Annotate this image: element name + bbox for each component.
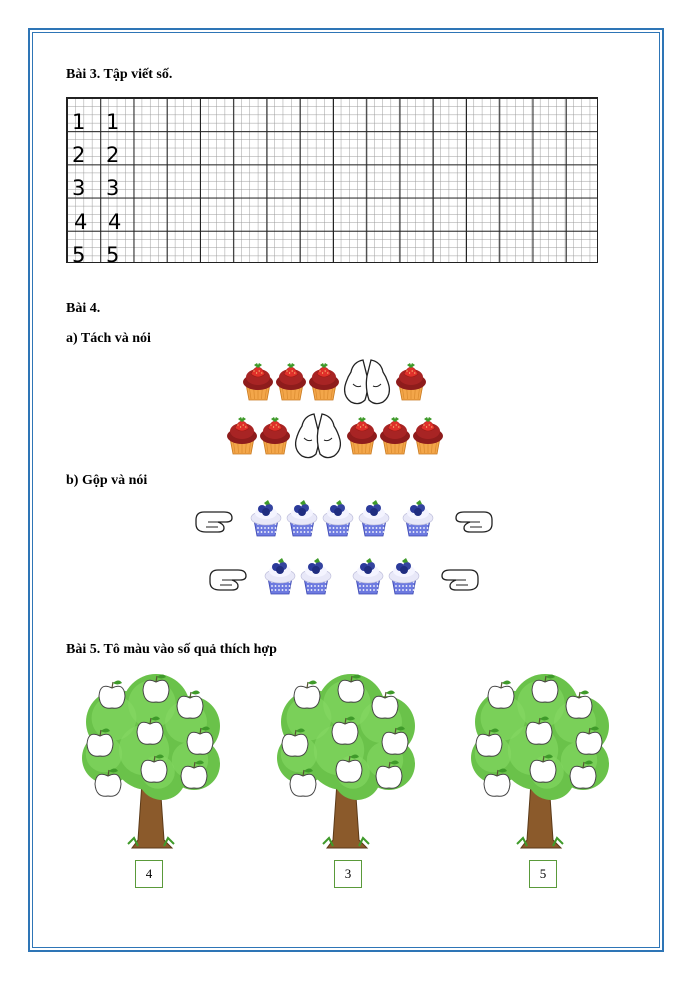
separate-row-2 <box>224 410 472 462</box>
separate-row-2-cake-left-2 <box>260 417 290 454</box>
digit-row3-2: 3 <box>106 176 120 201</box>
apple-tree-1 <box>78 672 226 852</box>
number-box-3[interactable]: 5 <box>529 860 557 888</box>
apple-2-1[interactable] <box>294 681 320 709</box>
separate-row-1-cake-right-1 <box>396 363 426 400</box>
combine-row-1-cake-left-4 <box>359 500 389 536</box>
digit-row4-1: 4 <box>74 209 88 234</box>
separate-row-2-hands <box>296 414 341 458</box>
combine-row-1-cake-left-1 <box>251 500 281 536</box>
exercise-4a-title: a) Tách và nói <box>66 331 151 346</box>
number-box-1[interactable]: 4 <box>135 860 163 888</box>
combine-row-1-cake-left-2 <box>287 500 317 536</box>
exercise-5-title: Bài 5. Tô màu vào số quả thích hợp <box>66 642 277 657</box>
separate-row-1-cake-left-1 <box>243 363 273 400</box>
separate-row-2-cake-right-3 <box>413 417 443 454</box>
combine-row-1-cake-right-1 <box>403 500 433 536</box>
exercise-4b-title: b) Gộp và nói <box>66 473 148 488</box>
separate-row-1-cake-left-2 <box>276 363 306 400</box>
combine-row-1-hand-left <box>196 512 232 532</box>
digit-row5-2: 5 <box>106 242 120 267</box>
apple-1-1[interactable] <box>99 681 125 709</box>
digit-row5-1: 5 <box>72 242 86 267</box>
apple-tree-3 <box>467 672 615 852</box>
number-box-2[interactable]: 3 <box>334 860 362 888</box>
combine-row-2 <box>208 552 486 604</box>
digit-row2-2: 2 <box>106 143 120 168</box>
separate-row-1 <box>240 356 456 406</box>
combine-row-2-hand-right <box>442 570 478 590</box>
digit-row2-1: 2 <box>72 143 86 168</box>
exercise-3-title: Bài 3. Tập viết số. <box>66 67 173 82</box>
digit-row4-2: 4 <box>108 209 122 234</box>
combine-row-1-hand-right <box>456 512 492 532</box>
combine-row-2-cake-right-2 <box>389 558 419 594</box>
apple-3-1[interactable] <box>488 681 514 709</box>
digit-row1-2: 1 <box>106 110 120 134</box>
digit-row3-1: 3 <box>72 176 86 201</box>
separate-row-1-cake-left-3 <box>309 363 339 400</box>
apple-tree-2 <box>273 672 421 852</box>
separate-row-1-hands <box>345 360 390 404</box>
separate-row-2-cake-left-1 <box>227 417 257 454</box>
exercise-4-title: Bài 4. <box>66 301 101 316</box>
separate-row-2-cake-right-2 <box>380 417 410 454</box>
combine-row-2-hand-left <box>210 570 246 590</box>
writing-grid <box>66 97 598 263</box>
combine-row-2-cake-right-1 <box>353 558 383 594</box>
combine-row-2-cake-left-2 <box>301 558 331 594</box>
combine-row-2-cake-left-1 <box>265 558 295 594</box>
digit-row1-1: 1 <box>72 110 86 134</box>
separate-row-2-cake-right-1 <box>347 417 377 454</box>
combine-row-1 <box>194 494 500 546</box>
combine-row-1-cake-left-3 <box>323 500 353 536</box>
